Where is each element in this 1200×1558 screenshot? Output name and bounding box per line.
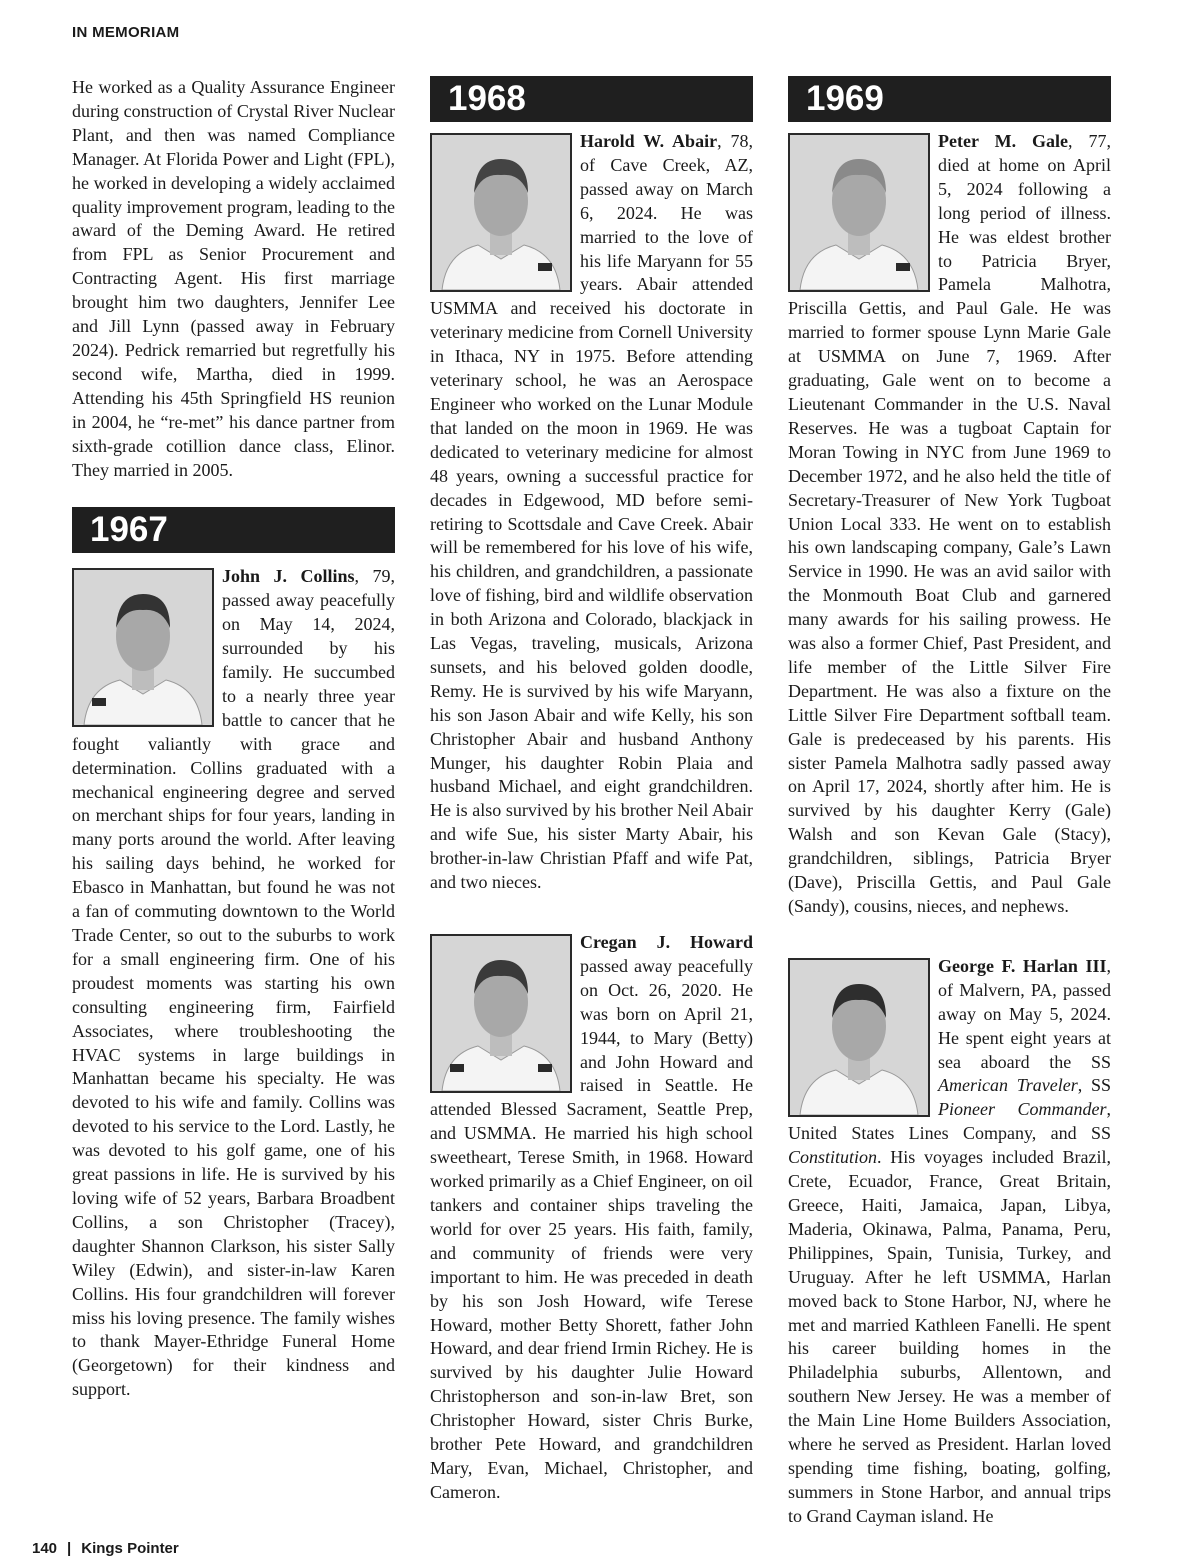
ship-name: American Traveler <box>938 1075 1078 1096</box>
obituary-body: , 77, died at home on April 5, 2024 following a long period of illness. He was eldest brother to Patricia Bryer, Pamela Malhotra, Priscilla Gettis, and Paul Gale. He was married to former spouse Lynn Marie Gale at USMMA on June 7, 1969. After graduating, Gale went on to become a Lieutenant Commander in the U.S. Naval Reserves. He was a tugboat Captain for Moran Towing in NYC from June 1969 to December 1972, and he also held the title of Secretary-Treasurer of New York Tugboat Union Local 333. He went on to establish his own landscaping company, Gale’s Lawn Service in 1990. He was an avid sailor with the Monmouth Boat Club and garnered many awards for his sailing prowess. He was also a former Chief, Past President, and life member of the Little Silver Fire Department. He was also a fixture on the Little Silver Fire Department softball team. Gale is predeceased by his parents. His sister Pamela Malhotra sadly passed away on April 17, 2024, shortly after him. He is survived by his daughter Kerry (Gale) Walsh and son Kevan Gale (Stacy), grandchildren, siblings, Patricia Bryer (Dave), Priscilla Gettis, and Paul Gale (Sandy), cousins, nieces, and nephews. <box>788 131 1111 916</box>
publication-name: Kings Pointer <box>81 1540 179 1557</box>
deceased-name: John J. Collins <box>222 566 355 587</box>
portrait-photo <box>788 958 930 1117</box>
class-year-1968: 1968 <box>430 76 753 122</box>
ship-name: Constitution <box>788 1147 878 1168</box>
obituary-body: , 78, of Cave Creek, AZ, passed away on March 6, 2024. He was married to the love of his life Maryann for 55 years. Abair attended USMMA and received his doctorate in veterinary medicine from Cornell University in Ithaca, NY in 1975. Before attending veterinary school, he was an Aerospace Engineer who worked on the Lunar Module that landed on the moon in 1969. He was dedicated to veterinary medicine for almost 48 years, owning a successful practice for decades in Edgewood, MD before semi-retiring to Scottsdale and Cave Creek. Abair will be remembered for his love of his wife, his children, and grandchildren, a passionate love of fishing, bird and wildlife observation in both Arizona and Colorado, blackjack in Las Vegas, traveling, musicals, Arizona sunsets, and his beloved golden doodle, Remy. He is survived by his wife Maryann, his son Jason Abair and wife Kelly, his son Christopher Abair and husband Anthony Munger, his daughter Robin Plaia and husband Michael, and eight grandchildren. He is also survived by his brother Neil Abair and wife Sue, his sister Marty Abair, his brother-in-law Christian Pfaff and wife Pat, and two nieces. <box>430 131 753 893</box>
obituary-body: , of Malvern, PA, passed away on May 5, 2024. He spent eight years at sea aboard the SS <box>938 955 1111 1072</box>
obituary-howard <box>430 931 753 1505</box>
deceased-name: Cregan J. Howard <box>580 932 753 952</box>
column-2 <box>430 76 753 1505</box>
obituary-collins <box>72 565 395 1402</box>
obituary-body: . His voyages included Brazil, Crete, Ecuador, France, Great Britain, Greece, Haiti, Jamaica, Japan, Libya, Maderia, Okinawa, Palma, Panama, Peru, Philippines, Spain, Tunisia, Turkey, and Uruguay. After he left USMMA, Harlan moved back to Stone Harbor, NJ, where he met and married Kathleen Fanelli. He spent his career building homes in the Philadelphia suburbs, Allentown, and southern New Jersey. He was a member of the Main Line Home Builders Association, where he served as President. Harlan loved spending time fishing, boating, golfing, summers in Stone Harbor, and annual trips to Grand Cayman island. He <box>788 1147 1111 1526</box>
portrait-photo <box>72 568 214 727</box>
portrait-photo <box>430 133 572 292</box>
portrait-photo <box>788 133 930 292</box>
ship-name: Pioneer Commander <box>938 1099 1107 1120</box>
obituary-gale <box>788 130 1111 919</box>
class-year-1969: 1969 <box>788 76 1111 122</box>
obituary-abair <box>430 130 753 895</box>
obituary-body: passed away peacefully on Oct. 26, 2020. He was born on April 21, 1944, to Mary (Betty) and John Howard and raised in Seattle. He attended Blessed Sacrament, Seattle Prep, and USMMA. He married his high school sweetheart, Terese Smith, in 1968. Howard worked primarily as a Chief Engineer, on oil tankers and container ships traveling the world for over 25 years. His faith, family, and community of friends were very important to him. He was preceded in death by his son Josh Howard, wife Terese Howard, mother Betty Shorett, father John Howard, and dear friend Irmin Richey. He is survived by his daughter Julie Howard Christopherson and son-in-law Bret, son Christopher Howard, sister Chris Burke, brother Pete Howard, and grandchildren Mary, Evan, Michael, Christopher, and Cameron. <box>430 955 753 1502</box>
portrait-photo <box>430 934 572 1093</box>
column-1 <box>72 76 395 1402</box>
deceased-name: George F. Harlan III <box>938 955 1107 976</box>
obituary-body: , 79, passed away peacefully on May 14, 2024, surrounded by his family. He succumbed to a nearly three year battle to cancer that he fought valiantly with grace and determination. Collins graduated with a mechanical engineering degree and served on merchant ships for four years, landing in many ports around the world. After leaving his sailing days behind, he worked for Ebasco in Manhattan, but found he was not a fan of commuting downtown to the World Trade Center, so out to the suburbs to work for a small engineering firm. One of his proudest moments was starting his own consulting engineering firm, Fairfield Associates, where troubleshooting the HVAC systems in large buildings in Manhattan became his specialty. He was devoted to his wife and family. Collins was devoted to his service to the Lord. Lastly, he was devoted to his golf game, one of his great passions in life. He is survived by his loving wife of 52 years, Barbara Broadbent Collins, a son Christopher (Tracey), daughter Shannon Clarkson, his sister Sally Wiley (Edwin), and sister-in-law Karen Collins. His four grandchildren will forever miss his loving presence. The family wishes to thank Mayer-Ethridge Funeral Home (Georgetown) for their kindness and support. <box>72 566 395 1400</box>
section-label: IN MEMORIAM <box>72 24 180 41</box>
obituary-harlan <box>788 955 1111 1529</box>
footer-separator: | <box>67 1540 72 1557</box>
deceased-name: Harold W. Abair <box>580 131 718 151</box>
column-3 <box>788 76 1111 1529</box>
deceased-name: Peter M. Gale <box>938 131 1069 151</box>
obituary-body: , United States Lines Company, and SS <box>788 1099 1111 1144</box>
obituary-body: , SS <box>1077 1075 1111 1096</box>
continued-obituary-text: He worked as a Quality Assurance Engineer during construction of Crystal River Nuclear Plant, and then was named Compliance Manager. At Florida Power and Light (FPL), he worked in developing a widely acclaimed quality improvement program, leading to the award of the Deming Award. He retired from FPL as Senior Procurement and Contracting Agent. His first marriage brought him two daughters, Jennifer Lee and Jill Lynn (passed away in February 2024). Pedrick remarried but regretfully his second wife, Martha, died in 1999. Attending his 45th Springfield HS reunion in 2004, he “re-met” his dance partner from sixth-grade cotillion dance class, Elinor. They married in 2005. <box>72 77 395 480</box>
class-year-1967: 1967 <box>72 507 395 553</box>
page-footer <box>32 1540 179 1557</box>
page-number: 140 <box>32 1540 58 1557</box>
